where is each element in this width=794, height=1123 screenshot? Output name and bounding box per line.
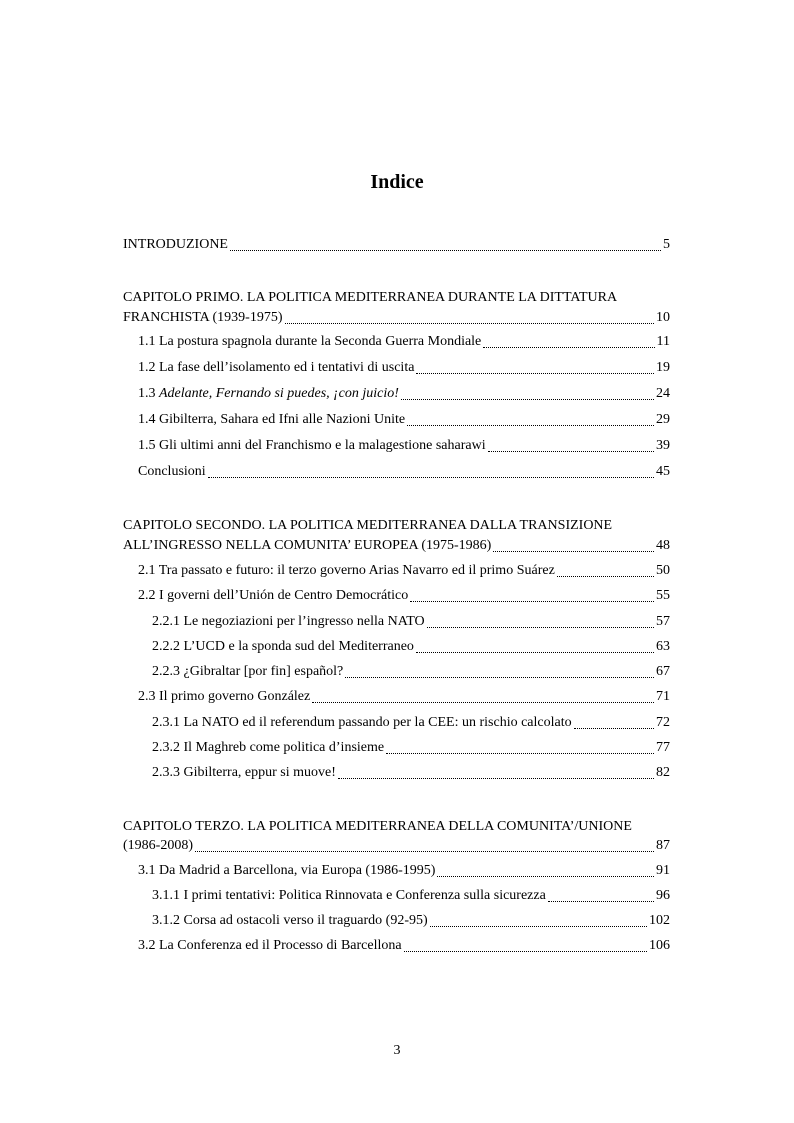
toc-entry-2-2-1[interactable] [152, 612, 670, 632]
toc-entry-page: 102 [649, 913, 670, 928]
toc-entry-page: 91 [656, 863, 670, 878]
leader-dots [338, 778, 654, 779]
toc-entry-3-1-1[interactable] [152, 886, 670, 906]
toc-entry-text: 2.3.2 Il Maghreb come politica d’insieme [152, 740, 385, 755]
toc-entry-text: 2.2.3 ¿Gibraltar [por fin] español? [152, 664, 344, 679]
toc-entry-text: ALL’INGRESSO NELLA COMUNITA’ EUROPEA (1975-1986) [123, 538, 492, 553]
toc-entry-text: INTRODUZIONE [123, 237, 228, 252]
toc-entry-page: 39 [656, 438, 670, 453]
chapter-1-heading-line1: CAPITOLO PRIMO. LA POLITICA MEDITERRANEA DURANTE LA DITTATURA [123, 290, 618, 305]
toc-entry-page: 96 [656, 888, 670, 903]
toc-entry-conclusioni[interactable] [138, 462, 670, 482]
toc-entry-page: 29 [656, 412, 670, 427]
leader-dots [557, 576, 654, 577]
leader-dots [548, 901, 654, 902]
leader-dots [195, 851, 654, 852]
toc-entry-text: 3.2 La Conferenza ed il Processo di Barcellona [138, 938, 402, 953]
toc-entry-3-2[interactable] [138, 936, 670, 956]
toc-entry-text: 1.2 La fase dell’isolamento ed i tentativi di uscita [138, 360, 415, 375]
toc-entry-2-3-1[interactable] [152, 713, 670, 733]
leader-dots [401, 399, 654, 400]
toc-entry-1-3[interactable] [138, 384, 670, 404]
toc-entry-page: 24 [656, 386, 670, 401]
toc-entry-introduction[interactable] [123, 235, 670, 255]
toc-entry-text: 3.1.1 I primi tentativi: Politica Rinnovata e Conferenza sulla sicurezza [152, 888, 546, 903]
chapter-2-heading-line1: CAPITOLO SECONDO. LA POLITICA MEDITERRANEA DALLA TRANSIZIONE [123, 518, 613, 533]
toc-entry-page: 82 [656, 765, 670, 780]
toc-entry-text: FRANCHISTA (1939-1975) [123, 310, 283, 325]
toc-entry-text: 2.2.2 L’UCD e la sponda sud del Mediterraneo [152, 639, 414, 654]
toc-entry-page: 55 [656, 588, 670, 603]
toc-entry-page: 48 [656, 538, 670, 553]
toc-entry-page: 71 [656, 689, 670, 704]
leader-dots [386, 753, 654, 754]
chapter-3-heading-line1: CAPITOLO TERZO. LA POLITICA MEDITERRANEA DELLA COMUNITA’/UNIONE [123, 819, 632, 834]
toc-entry-text: 3.1 Da Madrid a Barcellona, via Europa (1986-1995) [138, 863, 436, 878]
leader-dots [488, 451, 654, 452]
toc-entry-text: 1.5 Gli ultimi anni del Franchismo e la malagestione saharawi [138, 438, 486, 453]
toc-entry-page: 5 [663, 237, 670, 252]
leader-dots [312, 702, 654, 703]
toc-entry-2-2-2[interactable] [152, 637, 670, 657]
toc-entry-text: 2.2 I governi dell’Unión de Centro Democrático [138, 588, 409, 603]
leader-dots [483, 347, 654, 348]
toc-entry-page: 10 [656, 310, 670, 325]
toc-entry-chapter-2[interactable] [123, 536, 670, 556]
leader-dots [345, 677, 654, 678]
toc-entry-page: 87 [656, 838, 670, 853]
leader-dots [404, 951, 647, 952]
toc-entry-text: (1986-2008) [123, 838, 193, 853]
toc-entry-page: 67 [656, 664, 670, 679]
toc-entry-text: 2.3 Il primo governo González [138, 689, 311, 704]
leader-dots [430, 926, 647, 927]
toc-entry-1-5[interactable] [138, 436, 670, 456]
toc-entry-page: 106 [649, 938, 670, 953]
toc-entry-3-1-2[interactable] [152, 911, 670, 931]
toc-entry-page: 72 [656, 715, 670, 730]
toc-entry-1-4[interactable] [138, 410, 670, 430]
toc-entry-2-3[interactable] [138, 687, 670, 707]
toc-entry-2-2[interactable] [138, 586, 670, 606]
toc-entry-chapter-1[interactable] [123, 308, 670, 328]
toc-entry-page: 11 [656, 334, 670, 349]
toc-entry-text [138, 384, 399, 404]
toc-entry-text: 2.1 Tra passato e futuro: il terzo governo Arias Navarro ed il primo Suárez [138, 563, 555, 578]
toc-entry-page: 77 [656, 740, 670, 755]
leader-dots [410, 601, 654, 602]
toc-entry-italic-title: Adelante, Fernando si puedes, ¡con juicio! [159, 386, 399, 401]
toc-entry-1-2[interactable] [138, 358, 670, 378]
toc-entry-page: 45 [656, 464, 670, 479]
leader-dots [493, 551, 654, 552]
toc-entry-chapter-3[interactable] [123, 836, 670, 856]
page-title: Indice [370, 171, 424, 193]
toc-entry-page: 50 [656, 563, 670, 578]
toc-entry-2-1[interactable] [138, 561, 670, 581]
toc-entry-text: Conclusioni [138, 464, 206, 479]
toc-entry-page: 19 [656, 360, 670, 375]
leader-dots [285, 323, 655, 324]
toc-entry-2-3-2[interactable] [152, 738, 670, 758]
leader-dots [208, 477, 654, 478]
toc-entry-text: 3.1.2 Corsa ad ostacoli verso il traguardo (92-95) [152, 913, 428, 928]
toc-entry-text: 1.1 La postura spagnola durante la Seconda Guerra Mondiale [138, 334, 482, 349]
leader-dots [230, 250, 661, 251]
toc-entry-number: 1.3 [138, 386, 159, 401]
toc-entry-text: 2.3.3 Gibilterra, eppur si muove! [152, 765, 336, 780]
toc-entry-1-1[interactable] [138, 332, 670, 352]
toc-entry-3-1[interactable] [138, 861, 670, 881]
toc-entry-2-3-3[interactable] [152, 763, 670, 783]
toc-entry-page: 63 [656, 639, 670, 654]
toc-entry-2-2-3[interactable] [152, 662, 670, 682]
toc-entry-text: 1.4 Gibilterra, Sahara ed Ifni alle Nazioni Unite [138, 412, 406, 427]
toc-entry-page: 57 [656, 614, 670, 629]
leader-dots [437, 876, 654, 877]
toc-entry-text: 2.2.1 Le negoziazioni per l’ingresso nella NATO [152, 614, 425, 629]
leader-dots [416, 652, 654, 653]
leader-dots [416, 373, 654, 374]
toc-entry-text: 2.3.1 La NATO ed il referendum passando per la CEE: un rischio calcolato [152, 715, 572, 730]
leader-dots [407, 425, 654, 426]
page-number: 3 [393, 1043, 401, 1058]
leader-dots [427, 627, 654, 628]
leader-dots [574, 728, 654, 729]
